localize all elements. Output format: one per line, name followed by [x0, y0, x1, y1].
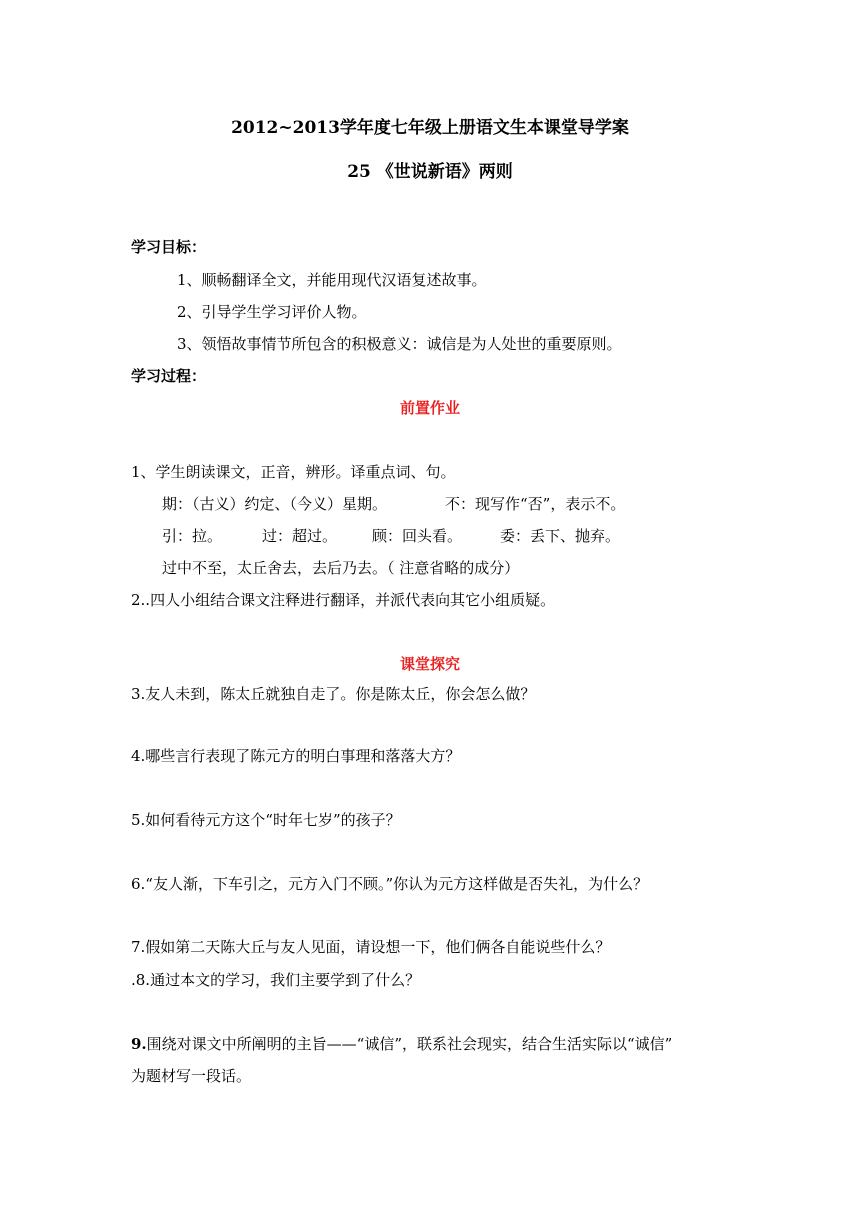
vocab-entry: 不：现写作“否”，表示不。 — [445, 495, 626, 513]
process-heading: 学习过程： — [131, 367, 207, 385]
lesson-title: 25 《世说新语》两则 — [347, 162, 513, 182]
vocab-entry: 期：（古义）约定、（今义）星期。 — [162, 495, 388, 513]
question-9-text: 围绕对课文中所阐明的主旨——“诚信”，联系社会现实，结合生活实际以“诚信” — [146, 1035, 673, 1053]
objective-item: 2、引导学生学习评价人物。 — [177, 303, 367, 321]
vocab-row-2 — [162, 526, 620, 546]
vocab-entry: 过：超过。 — [262, 527, 338, 545]
objective-item: 1、顺畅翻译全文，并能用现代汉语复述故事。 — [177, 271, 487, 289]
vocab-row-1 — [162, 494, 625, 514]
preview-heading: 前置作业 — [399, 399, 460, 417]
key-sentence: 过中不至，太丘舍去，去后乃去。（ 注意省略的成分） — [162, 559, 520, 577]
question-9-line-2: 为题材写一段话。 — [131, 1067, 252, 1085]
question-4: 4.哪些言行表现了陈元方的明白事理和落落大方？ — [131, 747, 461, 765]
question-3: 3.友人未到，陈太丘就独自走了。你是陈太丘，你会怎么做？ — [131, 685, 536, 703]
document-title: 2012~2013学年度七年级上册语文生本课堂导学案 — [231, 118, 629, 138]
explore-heading: 课堂探究 — [399, 655, 460, 673]
question-8: .8.通过本文的学习，我们主要学到了什么？ — [131, 971, 421, 989]
question-2: 2..四人小组结合课文注释进行翻译，并派代表向其它小组质疑。 — [131, 591, 556, 609]
question-7: 7.假如第二天陈大丘与友人见面，请设想一下，他们俩各自能说些什么？ — [131, 938, 611, 956]
vocab-entry: 顾：回头看。 — [372, 527, 463, 545]
question-1: 1、学生朗读课文，正音，辨形。译重点词、句。 — [131, 463, 456, 481]
question-5: 5.如何看待元方这个“时年七岁”的孩子？ — [131, 811, 401, 829]
question-9-line-1 — [131, 1034, 672, 1054]
question-6: 6.“友人渐，下车引之，元方入门不顾。”你认为元方这样做是否失礼，为什么？ — [131, 875, 649, 893]
objective-item: 3、领悟故事情节所包含的积极意义：诚信是为人处世的重要原则。 — [177, 335, 622, 353]
question-9-number: 9. — [131, 1035, 147, 1053]
vocab-entry: 委：丢下、抛弃。 — [500, 527, 621, 545]
objectives-heading: 学习目标： — [131, 238, 207, 256]
vocab-entry: 引：拉。 — [162, 527, 223, 545]
